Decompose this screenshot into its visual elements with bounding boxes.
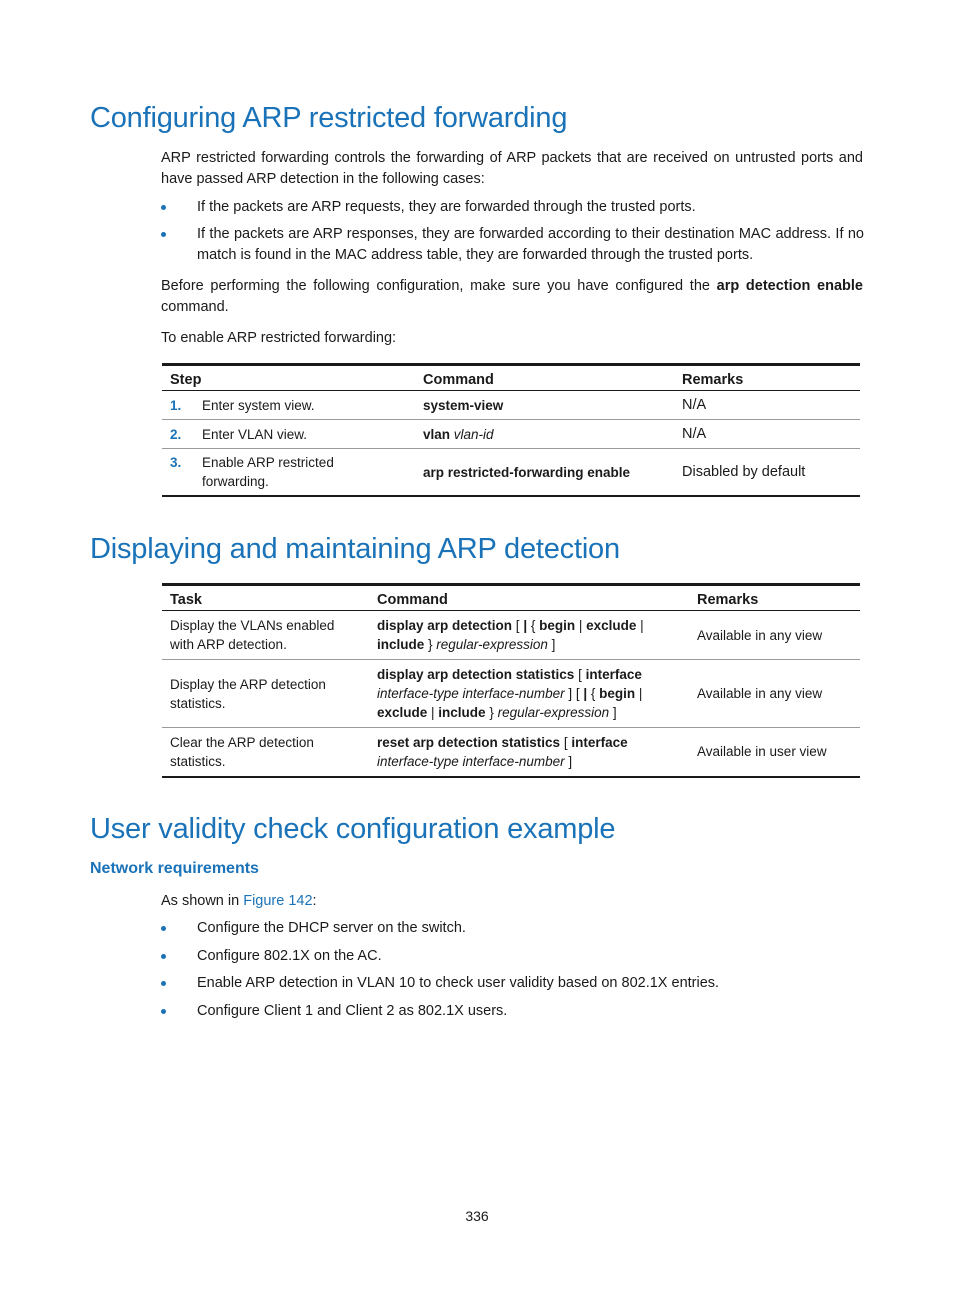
header-command: Command xyxy=(415,365,674,391)
command-keyword: system-view xyxy=(423,397,504,413)
cmd-part: ] xyxy=(564,753,573,769)
cmd-part: { xyxy=(527,618,540,633)
section-title-displaying-maintaining: Displaying and maintaining ARP detection xyxy=(90,533,620,565)
step-text: Enter system view. xyxy=(202,397,315,413)
step-number: 3. xyxy=(170,455,182,470)
cmd-part: display arp detection statistics xyxy=(377,667,575,682)
remarks-cell: N/A xyxy=(674,420,860,449)
table-row xyxy=(162,728,860,777)
command-argument: vlan-id xyxy=(453,426,494,442)
bullet-icon xyxy=(161,954,166,959)
table-row xyxy=(162,660,860,728)
table-header-row xyxy=(162,585,860,611)
remarks-cell: Available in user view xyxy=(689,728,860,777)
cmd-part: [ xyxy=(512,618,524,633)
header-task: Task xyxy=(162,585,369,611)
cmd-part: | xyxy=(583,686,588,701)
bullet-icon xyxy=(161,205,166,210)
step-text: Enable ARP restricted forwarding. xyxy=(202,455,334,489)
shown-in-text: As shown in xyxy=(161,893,244,909)
task-cell: Display the ARP detection statistics. xyxy=(162,660,369,728)
section-title-user-validity-check: User validity check configuration example xyxy=(90,813,616,845)
cmd-part: ] [ xyxy=(564,686,584,701)
cmd-part: regular-expression xyxy=(497,705,610,720)
section-title-arp-restricted-forwarding: Configuring ARP restricted forwarding xyxy=(90,102,568,134)
command-cell xyxy=(415,391,674,420)
subsection-title-network-requirements: Network requirements xyxy=(90,860,259,877)
cmd-part: interface xyxy=(571,734,628,750)
figure-link[interactable]: Figure 142 xyxy=(243,893,313,909)
command-cell xyxy=(369,611,689,660)
bullet-icon xyxy=(161,232,166,237)
cmd-part: [ xyxy=(560,734,572,750)
bullet-text: If the packets are ARP requests, they are forwarded through the trusted ports. xyxy=(197,199,696,215)
remarks-cell: Available in any view xyxy=(689,611,860,660)
cmd-part: reset arp detection statistics xyxy=(377,734,561,750)
step-cell xyxy=(162,420,415,449)
shown-in-suffix: : xyxy=(312,893,317,909)
restricted-forwarding-table xyxy=(162,363,860,497)
cmd-part: ] xyxy=(547,637,556,652)
table-row xyxy=(162,449,860,497)
cmd-part: | xyxy=(427,705,439,720)
bullet-text: If the packets are ARP responses, they are forwarded according to their destination MAC address. If no match is found in the MAC address table, they are forwarded through the trusted ports. xyxy=(197,226,864,263)
cmd-part: interface-type interface-number xyxy=(377,753,565,769)
cmd-part: display arp detection xyxy=(377,618,513,633)
display-maintain-table xyxy=(162,583,860,778)
cmd-part: include xyxy=(377,637,425,652)
step-cell xyxy=(162,391,415,420)
page-number: 336 xyxy=(465,1208,489,1224)
task-cell: Clear the ARP detection statistics. xyxy=(162,728,369,777)
bullet-icon xyxy=(161,1009,166,1014)
command-cell xyxy=(369,728,689,777)
cmd-part: ] xyxy=(609,705,617,720)
step-cell xyxy=(162,449,415,497)
step-text: Enter VLAN view. xyxy=(202,426,308,442)
cmd-part: | xyxy=(523,618,528,633)
header-remarks: Remarks xyxy=(674,365,860,391)
bullet-icon xyxy=(161,926,166,931)
cmd-part: begin xyxy=(539,618,576,633)
bullet-text: Configure 802.1X on the AC. xyxy=(197,948,382,964)
remarks-cell: N/A xyxy=(674,391,860,420)
table-row xyxy=(162,420,860,449)
command-cell xyxy=(415,420,674,449)
cmd-part: interface-type interface-number xyxy=(377,686,565,701)
cmd-part: | xyxy=(635,686,643,701)
table-row xyxy=(162,611,860,660)
prerequisite-text-end: command. xyxy=(161,299,229,315)
cmd-part: regular-expression xyxy=(436,637,548,652)
cmd-part: | xyxy=(636,618,644,633)
remarks-cell: Disabled by default xyxy=(674,449,860,497)
header-remarks: Remarks xyxy=(689,585,860,611)
bullet-text: Configure Client 1 and Client 2 as 802.1X users. xyxy=(197,1003,508,1019)
step-number: 1. xyxy=(170,397,182,413)
task-cell: Display the VLANs enabled with ARP detection. xyxy=(162,611,369,660)
table-row xyxy=(162,391,860,420)
cmd-part: } xyxy=(424,637,437,652)
cmd-part: interface xyxy=(585,667,642,682)
to-enable-text: To enable ARP restricted forwarding: xyxy=(161,330,397,346)
command-keyword: vlan xyxy=(423,426,451,442)
prerequisite-paragraph xyxy=(161,276,863,318)
command-keyword: arp restricted-forwarding enable xyxy=(423,464,631,480)
cmd-part: include xyxy=(438,705,486,720)
table-header-row xyxy=(162,365,860,391)
cmd-part: begin xyxy=(599,686,636,701)
cmd-part: } xyxy=(485,705,498,720)
command-cell xyxy=(369,660,689,728)
prerequisite-text: Before performing the following configuration, make sure you have configured the xyxy=(161,278,717,294)
cmd-part: { xyxy=(587,686,600,701)
prerequisite-command: arp detection enable xyxy=(716,278,863,294)
bullet-icon xyxy=(161,981,166,986)
cmd-part: | xyxy=(575,618,587,633)
header-step: Step xyxy=(162,365,415,391)
intro-paragraph: ARP restricted forwarding controls the forwarding of ARP packets that are received on untrusted ports and have passed ARP detection in the following cases: xyxy=(161,150,863,187)
bullet-text: Enable ARP detection in VLAN 10 to check user validity based on 802.1X entries. xyxy=(197,975,720,991)
step-number: 2. xyxy=(170,426,182,442)
remarks-cell: Available in any view xyxy=(689,660,860,728)
shown-in-paragraph xyxy=(161,891,863,912)
cmd-part: [ xyxy=(574,667,586,682)
header-command: Command xyxy=(369,585,689,611)
bullet-text: Configure the DHCP server on the switch. xyxy=(197,920,466,936)
cmd-part: exclude xyxy=(586,618,637,633)
cmd-part: exclude xyxy=(377,705,428,720)
command-cell xyxy=(415,449,674,497)
